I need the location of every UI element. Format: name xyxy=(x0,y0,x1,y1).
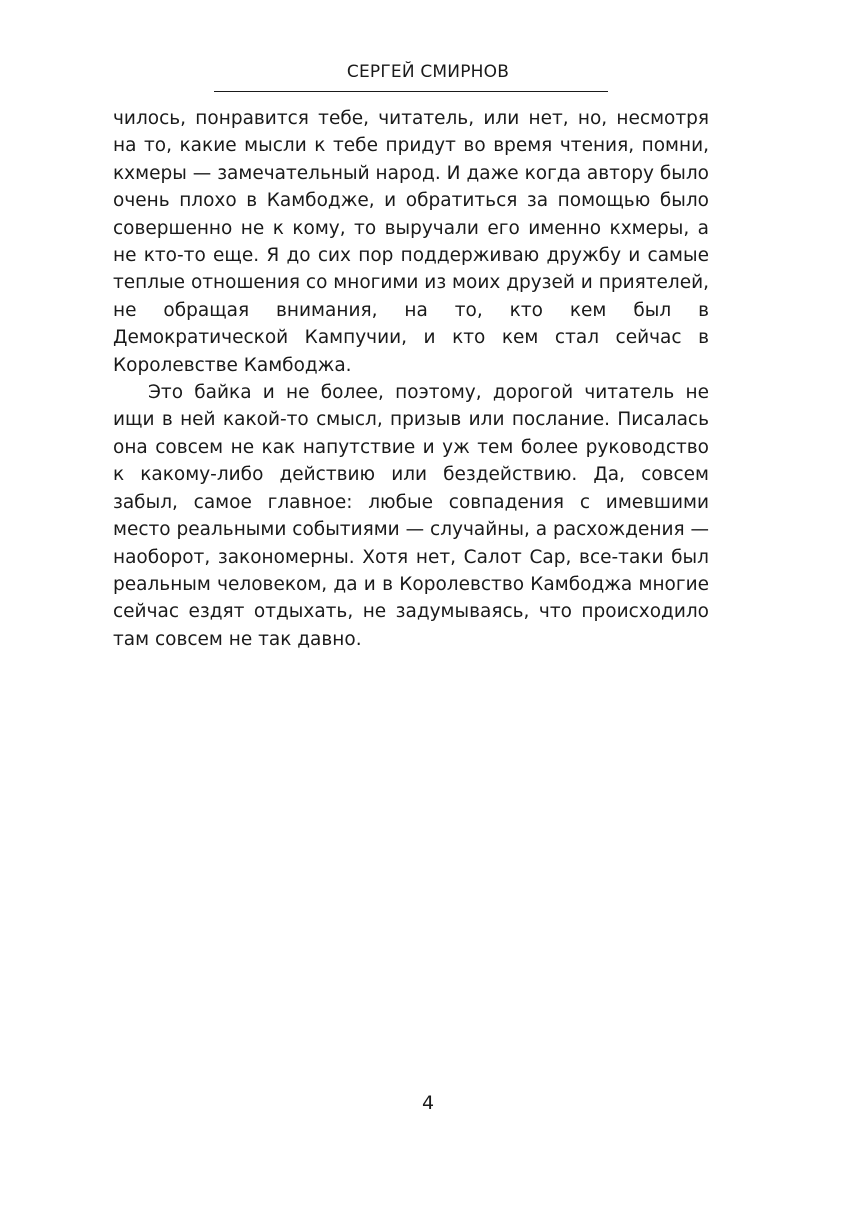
paragraph: Это байка и не более, поэтому, дорогой читатель не ищи в ней какой-то смысл, призыв или послание. Писалась она совсем не как напутствие и уж тем более руководство к какому-либо действию или бездействию. Да, совсем забыл, самое главное: любые совпадения с имевшими место реальными событиями — случайны, а расхождения — наоборот, закономерны. Хотя нет, Салот Сар, все-таки был реальным человеком, да и в Королевство Камбоджа многие сейчас ездят отдыхать, не задумываясь, что происходило там совсем не так давно. xyxy=(113,382,709,650)
page-number: 4 xyxy=(421,1092,435,1114)
paragraph-continued: чилось, понравится тебе, читатель, или нет, но, несмотря на то, какие мысли к тебе придут во время чтения, помни, кхмеры — замечательный народ. И даже когда автору было очень плохо в Камбодже, и обратиться за помощью было совершенно не к кому, то выручали его именно кхмеры, а не кто-то еще. Я до сих пор поддерживаю дружбу и самые теплые отношения со многими из моих друзей и приятелей, не обращая внимания, на то, кто кем был в Демократической Кампучии, и кто кем стал сейчас в Королевстве Камбоджа. xyxy=(113,108,709,376)
running-header: СЕРГЕЙ СМИРНОВ xyxy=(346,62,510,82)
header-rule xyxy=(214,91,608,92)
body-text xyxy=(113,105,709,653)
